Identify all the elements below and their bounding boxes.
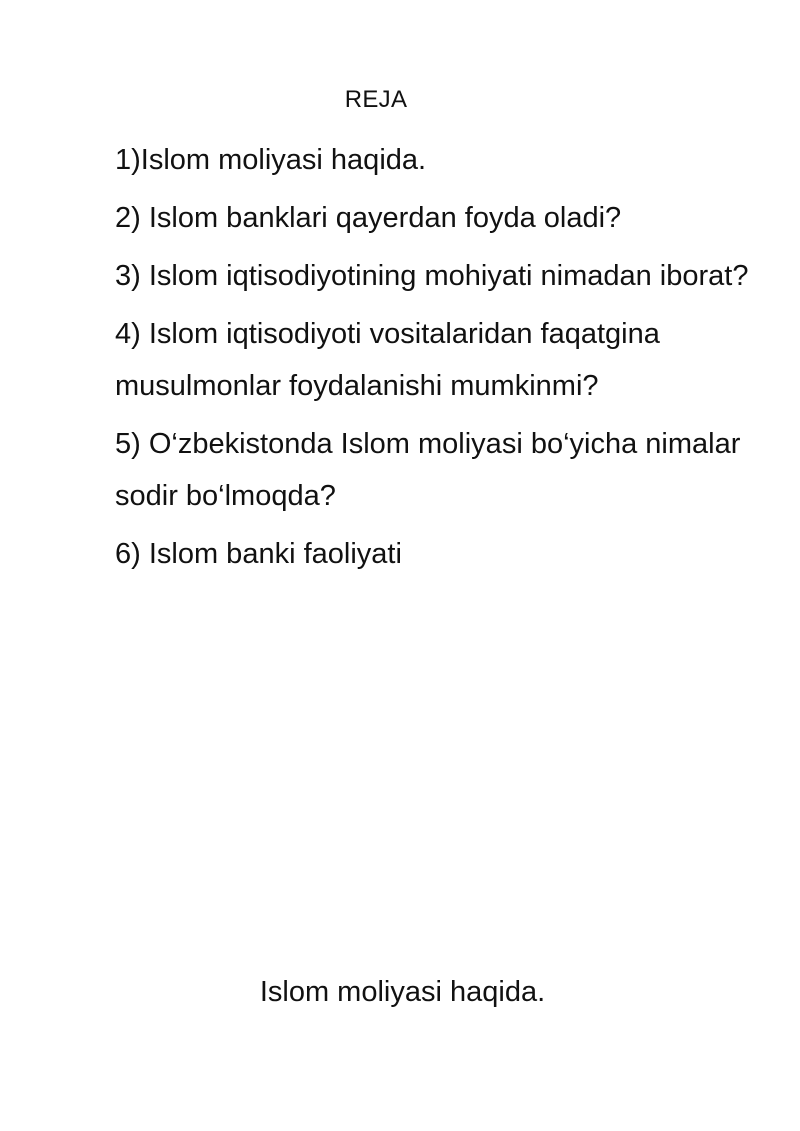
plan-item-3: 3) Islom iqtisodiyotining mohiyati nimadan iborat? — [115, 260, 749, 292]
plan-item-4: 4) Islom iqtisodiyoti vositalaridan faqatgina musulmonlar foydalanishi mumkinmi? — [115, 318, 660, 402]
plan-item-5: 5) O‘zbekistonda Islom moliyasi bo‘yicha nimalar sodir bo‘lmoqda? — [115, 428, 741, 512]
plan-item-1: 1)Islom moliyasi haqida. — [115, 144, 427, 176]
plan-item-2: 2) Islom banklari qayerdan foyda oladi? — [115, 202, 622, 234]
plan-item-6: 6) Islom banki faoliyati — [115, 538, 402, 570]
plan-title: REJA — [344, 86, 408, 113]
section-heading: Islom moliyasi haqida. — [259, 976, 546, 1008]
plan-list — [115, 134, 755, 586]
